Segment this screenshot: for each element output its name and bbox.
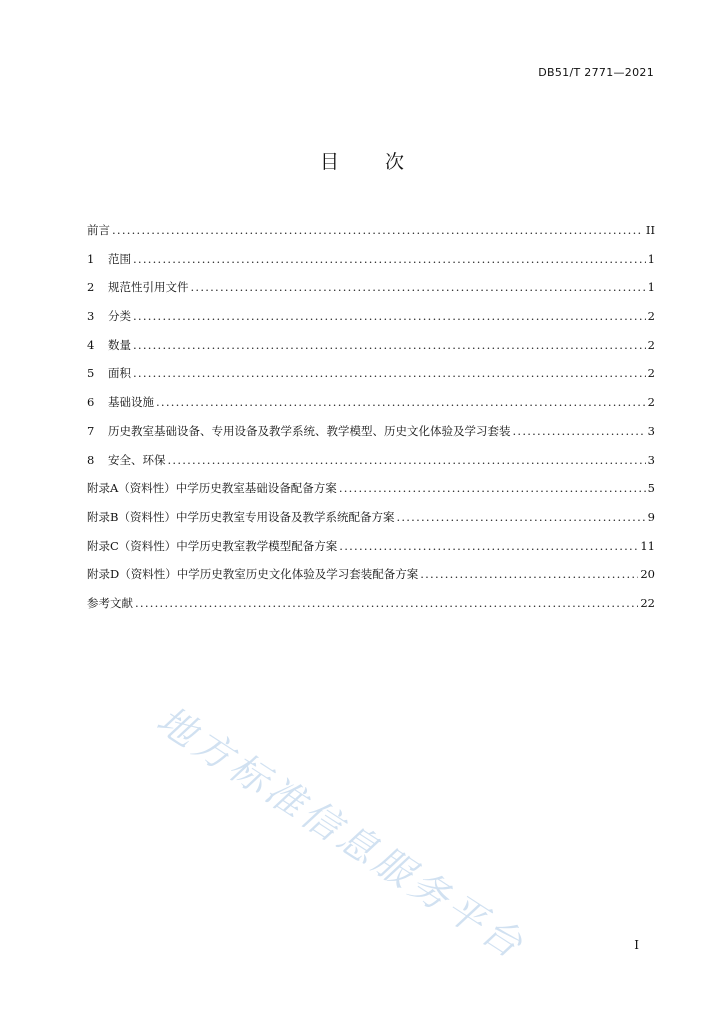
toc-entry-scope[interactable] bbox=[87, 251, 655, 280]
toc-entry-page: 20 bbox=[640, 567, 655, 582]
toc-entry-page: 11 bbox=[640, 538, 655, 553]
toc-entry-title: 前言 bbox=[87, 223, 110, 237]
page-number: I bbox=[634, 938, 639, 952]
toc-leader-dots bbox=[339, 539, 638, 553]
toc-leader-dots bbox=[420, 567, 638, 581]
toc-entry-number: 4 bbox=[87, 337, 95, 352]
toc-entry-page: II bbox=[645, 223, 655, 237]
toc-entry-page: 9 bbox=[647, 509, 655, 524]
toc-entry-number: 1 bbox=[87, 251, 95, 266]
toc-entry-page: 3 bbox=[647, 452, 655, 467]
toc-entry-title: 附录A（资料性）中学历史教室基础设备配备方案 bbox=[87, 481, 337, 496]
toc-entry-page: 2 bbox=[647, 395, 655, 410]
toc-entry-number: 2 bbox=[87, 280, 95, 295]
toc-entry-page: 5 bbox=[647, 481, 655, 496]
toc-entry-quantity[interactable] bbox=[87, 337, 655, 366]
toc-entry-number: 6 bbox=[87, 395, 95, 410]
toc-entry-number: 7 bbox=[87, 423, 95, 438]
toc-entry-title: 附录D（资料性）中学历史教室历史文化体验及学习套装配备方案 bbox=[87, 567, 419, 582]
watermark: 地方标准信息服务平台 bbox=[149, 697, 534, 969]
toc-entry-page: 1 bbox=[647, 251, 655, 266]
toc-entry-appendix-b[interactable] bbox=[87, 509, 655, 538]
table-of-contents bbox=[87, 222, 655, 624]
toc-entry-bibliography[interactable] bbox=[87, 595, 655, 624]
toc-leader-dots bbox=[112, 223, 644, 237]
toc-leader-dots bbox=[135, 596, 638, 610]
toc-entry-title: 数量 bbox=[108, 337, 131, 352]
toc-leader-dots bbox=[133, 338, 646, 352]
toc-entry-appendix-a[interactable] bbox=[87, 480, 655, 509]
toc-leader-dots bbox=[191, 280, 646, 294]
document-code: DB51/T 2771—2021 bbox=[538, 66, 654, 79]
toc-entry-title: 参考文献 bbox=[87, 595, 133, 610]
toc-leader-dots bbox=[133, 309, 646, 323]
toc-entry-title: 规范性引用文件 bbox=[108, 280, 189, 295]
toc-entry-page: 2 bbox=[647, 337, 655, 352]
toc-entry-title: 附录C（资料性）中学历史教室教学模型配备方案 bbox=[87, 538, 338, 553]
toc-leader-dots bbox=[156, 395, 646, 409]
toc-leader-dots bbox=[168, 453, 646, 467]
toc-entry-page: 2 bbox=[647, 366, 655, 381]
toc-entry-title: 分类 bbox=[108, 309, 131, 324]
toc-entry-title: 面积 bbox=[108, 366, 131, 381]
toc-entry-number: 5 bbox=[87, 366, 95, 381]
toc-entry-title: 范围 bbox=[108, 251, 131, 266]
toc-entry-page: 22 bbox=[640, 595, 655, 610]
toc-entry-page: 1 bbox=[647, 280, 655, 295]
toc-leader-dots bbox=[133, 366, 646, 380]
toc-entry-number: 8 bbox=[87, 452, 95, 467]
page-title: 目 次 bbox=[319, 151, 425, 173]
toc-entry-safety[interactable] bbox=[87, 452, 655, 481]
toc-leader-dots bbox=[513, 424, 646, 438]
toc-leader-dots bbox=[339, 481, 646, 495]
toc-entry-classification[interactable] bbox=[87, 308, 655, 337]
toc-entry-title: 基础设施 bbox=[108, 395, 154, 410]
toc-entry-appendix-d[interactable] bbox=[87, 566, 655, 595]
toc-entry-page: 2 bbox=[647, 309, 655, 324]
toc-leader-dots bbox=[396, 510, 645, 524]
toc-entry-title: 附录B（资料性）中学历史教室专用设备及教学系统配备方案 bbox=[87, 509, 395, 524]
toc-entry-title: 历史教室基础设备、专用设备及教学系统、教学模型、历史文化体验及学习套装 bbox=[108, 423, 511, 438]
toc-entry-title: 安全、环保 bbox=[108, 452, 166, 467]
toc-entry-infrastructure[interactable] bbox=[87, 394, 655, 423]
toc-leader-dots bbox=[133, 252, 646, 266]
toc-entry-number: 3 bbox=[87, 309, 95, 324]
toc-entry-page: 3 bbox=[647, 423, 655, 438]
toc-entry-preface[interactable] bbox=[87, 222, 655, 251]
toc-entry-area[interactable] bbox=[87, 365, 655, 394]
toc-entry-normative-references[interactable] bbox=[87, 279, 655, 308]
toc-entry-equipment[interactable] bbox=[87, 423, 655, 452]
toc-entry-appendix-c[interactable] bbox=[87, 538, 655, 567]
